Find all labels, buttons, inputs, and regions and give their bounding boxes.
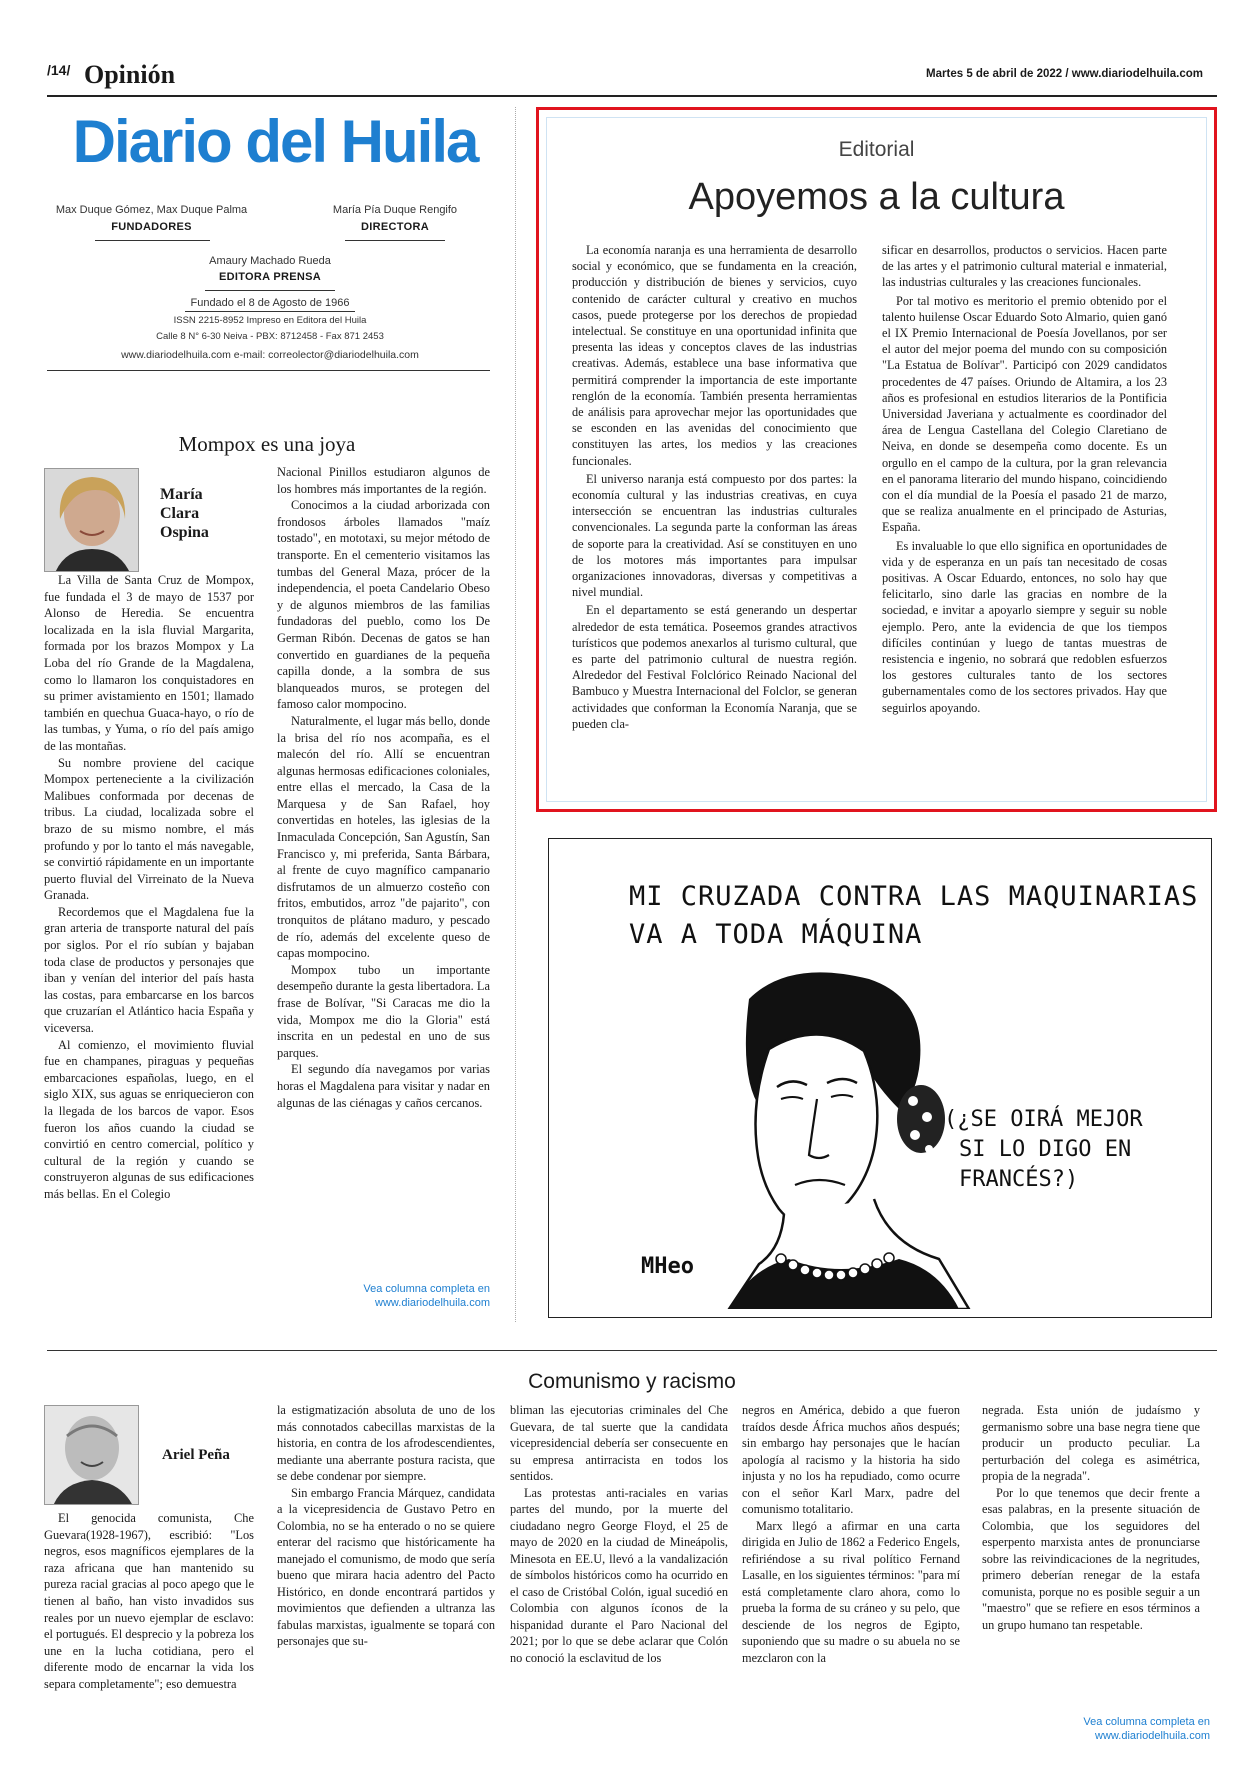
paragraph: negros en América, debido a que fueron traídos desde África muchos años después; sin embargo hay personajes que le hacían apología al racismo y la historia ha sido injusta y no los ha repudiado, como ocurre con el señor Karl Marx, padre del comunismo totalitario. bbox=[742, 1403, 960, 1516]
column2-text-5 bbox=[982, 1402, 1200, 1633]
column2-text-1 bbox=[44, 1510, 254, 1693]
paragraph: Naturalmente, el lugar más bello, donde la brisa del río nos acompaña, es el malecón del río. Allí se encuentran algunas hermosas edificaciones coloniales, entre ellas el mercado, la Casa de la Marquesa y de San Rafael, hoy convertidas en hoteles, las iglesias de la Inmaculada Concepción, San Agustín, San Francisco y, mi preferida, Santa Bárbara, al frente de cuyo magnífico campanario disfrutamos de un almuerzo costeño con fritos, embutidos, arroz "de pajarito", con tronquitos de plátano maduro, y pescado de río, además del excelente queso de capas mompocino. bbox=[277, 713, 490, 961]
bottom-section-rule bbox=[47, 1350, 1217, 1351]
page-number: /14/ bbox=[47, 62, 71, 78]
founders-names: Max Duque Gómez, Max Duque Palma bbox=[55, 204, 248, 216]
header-rule bbox=[47, 95, 1217, 97]
editorial-column-2 bbox=[882, 242, 1167, 718]
column1-text-2 bbox=[277, 464, 490, 1111]
editorial-column-1 bbox=[572, 242, 857, 734]
address-line: Calle 8 N° 6-30 Neiva - PBX: 8712458 - Fax 871 2453 bbox=[156, 331, 384, 342]
director-name: María Pía Duque Rengifo bbox=[332, 204, 458, 216]
paragraph: Nacional Pinillos estudiaron algunos de los hombres más importantes de la región. bbox=[277, 465, 490, 496]
paragraph: Sin embargo Francia Márquez, candidata a la vicepresidencia de Gustavo Petro en Colombia, no se ha enterado o no se quiere enterar del racismo que históricamente ha manejado el comunismo, de modo que sería bueno que mirara hacia adentro del Pacto Histórico, en donde encontrará partidos y movimientos que defienden a ultranza las fabulas marxistas, igualmente se topará con personajes que su- bbox=[277, 1485, 495, 1648]
paragraph: Al comienzo, el movimiento fluvial fue en champanes, piraguas y pequeñas embarcaciones españolas, luego, en el siglo XIX, sus aguas se enriquecieron con la llegada de los barcos de vapor. Esos fueron los años cuando la ciudad se convirtió en centro comercial, político y cultural de la región y cuando se construyeron algunas de sus edificaciones más bellas. En el Colegio bbox=[44, 1037, 254, 1201]
editor-name: Amaury Machado Rueda bbox=[209, 255, 331, 267]
paragraph: Es invaluable lo que ello significa en oportunidades de vida y de esperanza en un país tan necesitado de cosas positivas. A Oscar Eduardo, entonces, no solo hay que felicitarlo, sino darle las gracias en nombre de la sociedad, e invitar a apoyarlo siempre y seguir su noble ejemplo. Pero, ante la evidencia de que los tiempos difíciles continúan y luego de tantas muestras de resistencia e ingenio, no sobrará que redoblen esfuerzos los gestores culturales tanto de los sectores gubernamentales como de los sectores privados. Hay que seguirlos apoyando. bbox=[882, 538, 1167, 715]
cartoon-bubble-line-2: SI LO DIGO EN bbox=[959, 1137, 1132, 1162]
director-role: DIRECTORA bbox=[361, 221, 429, 233]
founders-underline bbox=[95, 240, 210, 241]
cartoon-drawing bbox=[669, 959, 1009, 1309]
paragraph: Mompox tubo un importante desempeño durante la gesta libertadora. La frase de Bolívar, "Si Caracas me dio la vida, Mompox me dio la Gloria" está inscrita en un pedestal en uno de sus parques. bbox=[277, 962, 490, 1060]
paragraph: Las protestas anti-raciales en varias partes del mundo, por la muerte del ciudadano negro George Floyd, el 25 de mayo de 2020 en la ciudad de Mineápolis, Minesota en EE.U, llevó a la vandalización de símbolos históricos como ha ocurrido en el caso de Cristóbal Colón, igual sucedió en Colombia con algunos íconos de la hispanidad durante el Paro Nacional del 2021; por lo que se debe aclarar que Colón no conoció la esclavitud de los bbox=[510, 1485, 728, 1665]
column2-text-4 bbox=[742, 1402, 960, 1666]
newspaper-logo: Diario del Huila bbox=[72, 108, 478, 175]
paragraph: La Villa de Santa Cruz de Mompox, fue fundada el 3 de mayo de 1537 por Alonso de Heredia. Se encuentra localizada en la isla fluvial Margarita, formada por los brazos Mompox y La Loba del río Grande de la Magdalena, como lo llamaron los conquistadores en su primer avistamiento en 1501; llamado también en quechua Guaca-hayo, o río de las tumbas, y Yuma, o río del país amigo de las montañas. bbox=[44, 573, 254, 753]
column-divider bbox=[515, 107, 516, 1322]
author-photo bbox=[44, 1405, 139, 1505]
founded-underline bbox=[185, 311, 355, 312]
paragraph: El universo naranja está compuesto por dos partes: la economía cultural y las industrias creativas, en cuya intersección se encuentran las industrias culturales convencionales. La segunda parte la conforman las áreas de soporte para la creatividad. Así se constituyen en uno de los motores más importantes para impulsar organizaciones innovadoras, diversas y competitivas a nivel mundial. bbox=[572, 471, 857, 600]
cartoonist-signature: MHeo bbox=[641, 1254, 694, 1279]
editorial-cartoon bbox=[548, 838, 1212, 1318]
author-name: María Clara Ospina bbox=[160, 486, 209, 541]
cartoon-bubble-line-1: (¿SE OIRÁ MEJOR bbox=[944, 1107, 1143, 1132]
editorial-label: Editorial bbox=[838, 138, 915, 161]
cartoon-bubble-line-3: FRANCÉS?) bbox=[959, 1167, 1079, 1192]
founded-date: Fundado el 8 de Agosto de 1966 bbox=[190, 297, 350, 309]
cartoon-caption-line-1: MI CRUZADA CONTRA LAS MAQUINARIAS bbox=[629, 881, 1199, 912]
paragraph: sificar en desarrollos, productos o servicios. Hacen parte de las artes y el patrimonio cultural material e inmaterial, las industrias culturales y las creaciones funcionales. bbox=[882, 243, 1167, 290]
paragraph: Marx llegó a afirmar en una carta dirigida en Julio de 1862 a Federico Engels, refiriéndose a su rival político Fernand Lasalle, en los siguientes términos: "para mí está completamente claro ahora, como lo prueba la forma de su cráneo y su pelo, que desciende de los negros de Egipto, suponiendo que su madre o su abuela no se mezclaron con la bbox=[742, 1518, 960, 1665]
column2-text-2 bbox=[277, 1402, 495, 1650]
editor-underline bbox=[205, 290, 335, 291]
column2-link[interactable]: Vea columna completa en www.diariodelhuila.com bbox=[1083, 1716, 1210, 1742]
column1-link[interactable]: Vea columna completa en www.diariodelhuila.com bbox=[363, 1283, 490, 1309]
author-photo bbox=[44, 468, 139, 572]
director-underline bbox=[345, 240, 445, 241]
column1-text-1 bbox=[44, 572, 254, 1203]
paragraph: negrada. Esta unión de judaísmo y germanismo sobre una base negra tiene que producir un producto peculiar. La perturbación del colega es asimétrica, propia de la negrada". bbox=[982, 1403, 1200, 1483]
paragraph: El genocida comunista, Che Guevara(1928-1967), escribió: "Los negros, esos magníficos ejemplares de la raza africana que han mantenido su pureza racial gracias al poco apego que le tienen al baño, han visto invadidos sus reales por un nuevo ejemplar de esclavo: el portugués. El desprecio y la pobreza los une en la lucha cotidiana, pero el diferente modo de encarnar la vida los separa completamente"; eso demuestra bbox=[44, 1511, 254, 1691]
issn-line: ISSN 2215-8952 Impreso en Editora del Huila bbox=[173, 315, 367, 326]
paragraph: En el departamento se está generando un despertar alrededor de esta temática. Poseemos grandes atractivos turísticos que podemos anexarlos al turismo cultural, que es parte del patrimonio cultural de nuestra región. Alrededor del Festival Folclórico Reinado Nacional del Bambuco y Muestra Internacional del Folclor, se generan actividades que conforman la Economía Naranja, que se pueden cla- bbox=[572, 603, 857, 731]
section-title: Opinión bbox=[84, 60, 176, 89]
paragraph: Conocimos a la ciudad arborizada con frondosos árboles llamados "maíz tostado", en mototaxi, su mejor método de transporte. En el cementerio visitamos las tumbas del General Maza, prócer de la independencia, el poeta Candelario Obeso y de algunos miembros de las familias fundadoras del pueblo, como los De German Ribón. Decenas de gatos se han convertido en guardianes de la pequeña capilla donde, a la sombra de sus blanqueados muros, se protegen del famoso calor mompocino. bbox=[277, 498, 490, 712]
cartoon-caption-line-2: VA A TODA MÁQUINA bbox=[629, 919, 923, 950]
author-name: Ariel Peña bbox=[162, 1447, 230, 1463]
date-line: Martes 5 de abril de 2022 / www.diariodelhuila.com bbox=[926, 68, 1203, 80]
masthead-bottom-rule bbox=[47, 370, 490, 371]
web-email-line: www.diariodelhuila.com e-mail: correolector@diariodelhuila.com bbox=[121, 349, 419, 361]
founders-role: FUNDADORES bbox=[111, 221, 192, 233]
paragraph: Recordemos que el Magdalena fue la gran arteria de transporte natural del país por siglos. Por el río subían y bajaban toda clase de productos y personajes que iban y venían del interior del país hasta las costas, para embarcarse en los barcos que cruzarían el Atlántico hacia España y viceversa. bbox=[44, 904, 254, 1036]
column2-text-3 bbox=[510, 1402, 728, 1666]
editor-role: EDITORA PRENSA bbox=[219, 271, 321, 283]
paragraph: El segundo día navegamos por varias horas el Magdalena para visitar y nadar en algunas de las ciénagas y caños cercanos. bbox=[277, 1062, 490, 1110]
editorial-title: Apoyemos a la cultura bbox=[688, 176, 1065, 218]
paragraph: Por lo que tenemos que decir frente a esas palabras, en la presente situación de Colombia, que los seguidores del esperpento marxista antes de pronunciarse sobre las reivindicaciones de la negritudes, primero deberían renegar de la estafa comunista, porque no es posible seguir a un "maestro" que se refiere en esos términos a un grupo humano tan respetable. bbox=[982, 1485, 1200, 1632]
paragraph: Por tal motivo es meritorio el premio obtenido por el talento huilense Oscar Eduardo Soto Almario, quien ganó el IX Premio Internacional de Poesía Jovellanos, por ser el autor del mejor poema del mundo con su composición "La Estatua de Bolívar". Participó con 2029 candidatos procedentes de 47 países. Oriundo de Altamira, a los 23 años es profesional en estudios literarios de la Pontificia Universidad Javeriana y actualmente es coordinador del área de Lengua Castellana del Colegio Claretiano de Neiva, en donde se desempeña como docente. Es un orgullo en el campo de la cultura, por la gran relevancia en el panorama literario del mundo hispano, coincidiendo con el día mundial de la Poesía el pasado 21 de marzo, que se realiza anualmente en el principado de Asturias, España. bbox=[882, 293, 1167, 535]
paragraph: la estigmatización absoluta de uno de los más connotados cabecillas marxistas de la historia, en contra de los afrodescendientes, mediante una aberrante postura racista, que se debe condenar por siempre. bbox=[277, 1403, 495, 1483]
paragraph: Su nombre proviene del cacique Mompox perteneciente a la civilización Malibues conformada por decenas de tribus. La ciudad, localizada sobre el brazo de su mismo nombre, el más profundo y por lo tanto el más navegable, se convirtió rápidamente en un importante puerto fluvial del Virreinato de la Nueva Granada. bbox=[44, 755, 254, 903]
column-title: Mompox es una joya bbox=[178, 432, 356, 456]
column-title: Comunismo y racismo bbox=[528, 1370, 736, 1393]
paragraph: bliman las ejecutorias criminales del Che Guevara, de tal suerte que la candidata vicepresidencial debería ser consecuente en su empresa antirracista en todos los sentidos. bbox=[510, 1403, 728, 1483]
paragraph: La economía naranja es una herramienta de desarrollo social y económico, que se fundamenta en la creación, producción y distribución de bienes y servicios, cuyo contenido de carácter cultural y creativo en muchos casos, puede protegerse por los derechos de propiedad intelectual. Se constituye en una oportunidad infinita que presenta las ideas y conceptos claves de las industrias creativas. Además, establece una base informativa que permitirá comprender la importancia de este importante renglón de la economía. También presenta herramientas de análisis para aprovechar mejor las oportunidades que se esconden en las avenidas del conocimiento que constituyen las artes, los medios y las creaciones funcionales. bbox=[572, 243, 857, 468]
